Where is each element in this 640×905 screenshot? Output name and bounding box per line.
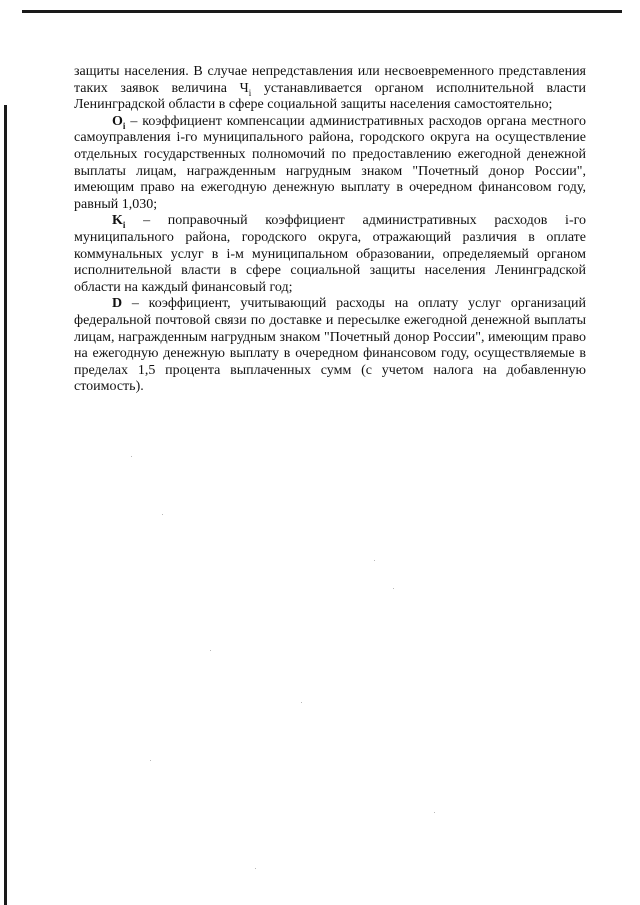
paragraph-text: защиты населения. В случае непредставления или несвоевременного представления таких заявок величина Ч	[74, 64, 586, 96]
scan-speck	[210, 650, 211, 651]
scan-speck	[434, 812, 435, 813]
symbol: D	[112, 296, 123, 312]
paragraph-ki	[74, 213, 586, 296]
subscript: i	[122, 220, 126, 231]
paragraph-d	[74, 296, 586, 396]
paragraph-oi	[74, 114, 586, 214]
symbol: O	[112, 113, 123, 129]
scan-speck	[374, 560, 375, 561]
subscript: i	[248, 87, 252, 98]
paragraph-text: – поправочный коэффициент административных расходов i-го муниципального района, городского округа, отражающий различия в оплате коммунальных услуг в i-м муниципальном образовании, определяемый органом исполнительной власти в сфере социальной защиты населения Ленинградской области на каждый финансовый год;	[74, 213, 586, 295]
paragraph-text: – коэффициент компенсации административных расходов органа местного самоуправления i-го муниципального района, городского округа на осуществление отдельных государственных полномочий по предоставлению ежегодной денежной выплаты лицам, награжденным нагрудным знаком "Почетный донор России", имеющим право на ежегодную денежную выплату в очередном финансовом году, равный 1,030;	[74, 113, 586, 212]
subscript: i	[122, 120, 126, 131]
scan-speck	[255, 868, 256, 869]
symbol: K	[112, 213, 123, 229]
scan-speck	[131, 456, 132, 457]
scan-speck	[150, 760, 151, 761]
scan-border-left	[4, 105, 7, 905]
paragraph-continuation	[74, 64, 586, 114]
paragraph-text: устанавливается органом исполнительной власти Ленинградской области в сфере социальной защиты населения самостоятельно;	[74, 80, 586, 113]
paragraph-text: – коэффициент, учитывающий расходы на оплату услуг организаций федеральной почтовой связи по доставке и пересылке ежегодной денежной выплаты лицам, награжденным нагрудным знаком "Почетный донор России", имеющим право на ежегодную денежную выплату в очередном финансовом году, осуществляемые в пределах 1,5 процента выплаченных сумм (с учетом налога на добавленную стоимость).	[74, 296, 586, 395]
scan-speck	[301, 702, 302, 703]
scan-speck	[162, 514, 163, 515]
document-body	[74, 64, 586, 396]
scan-speck	[393, 588, 394, 589]
scan-border-top	[22, 10, 622, 13]
